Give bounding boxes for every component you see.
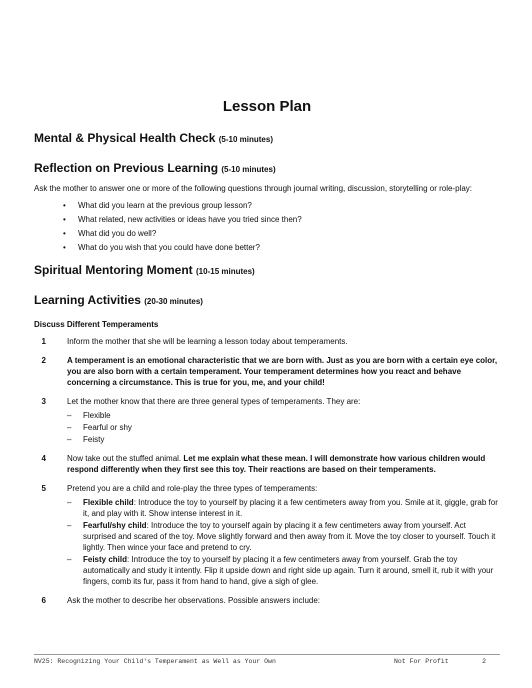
list-item-text: : Introduce the toy to yourself again by placing it a few centimeters away from yourself. Act surprised and scared of the toy. Move slightly forward and then away from it. Move the toy closer to yourself. Touch it lightly. Then wince your face and pretend to cry.: [83, 521, 496, 552]
list-item-text: Feisty: [83, 435, 105, 444]
step-number: 5: [41, 484, 46, 493]
step-bold-text: Let me explain what these mean. I will demonstrate how various children would respond differently when they first see this toy. Their reactions are based on their temperaments.: [67, 454, 486, 474]
step-number: 3: [41, 397, 46, 406]
list-item-label: Flexible child: [83, 498, 134, 507]
dash-icon: –: [67, 411, 72, 420]
heading-text: Mental & Physical Health Check: [34, 131, 216, 145]
page-title: Lesson Plan: [222, 98, 312, 115]
role-play-list: [67, 497, 500, 587]
step-3: [34, 396, 500, 445]
dash-icon: –: [67, 521, 72, 530]
heading-text: Reflection on Previous Learning: [34, 161, 219, 175]
reflection-questions: [34, 200, 500, 253]
heading-text: Learning Activities: [34, 293, 141, 307]
dash-icon: –: [67, 423, 72, 432]
heading-time: (5-10 minutes): [218, 135, 273, 144]
list-item-text: : Introduce the toy to yourself by placing it a few centimeters away from yourself. Grab the toy automatically and study it intently. Flip it upside down and right side up again. Turn it around, smell it, rub it with your fingers, comb its fur, pass it from hand to hand, give a sigh of glee.: [83, 555, 494, 586]
step-text: Now take out the stuffed animal.: [67, 454, 184, 463]
step-1: [34, 336, 500, 347]
list-item-label: Feisty child: [83, 555, 128, 564]
list-item-text: What related, new activities or ideas have you tried since then?: [78, 215, 302, 224]
heading-time: (20-30 minutes): [144, 297, 203, 306]
footer-notice: Not For Profit: [394, 658, 449, 665]
heading-learning: [34, 293, 500, 309]
step-number: 4: [41, 454, 46, 463]
list-item: [34, 214, 500, 225]
step-number: 2: [41, 356, 46, 365]
list-item-text: Fearful or shy: [83, 423, 132, 432]
page-content: [34, 98, 500, 614]
bullet-icon: •: [63, 215, 66, 224]
temperament-types: [67, 410, 500, 445]
list-item: [67, 497, 500, 519]
step-number: 1: [41, 337, 46, 346]
list-item-label: Fearful/shy child: [83, 521, 147, 530]
activity-steps: [34, 336, 500, 606]
bullet-icon: •: [63, 201, 66, 210]
list-item: [67, 520, 500, 553]
step-bold-text: A temperament is an emotional characteristic that we are born with. Just as you are born with a certain eye color, you are also born with a certain temperament. Your temperament determines how you react and behave concerning a circumstance. This is true for you, me, and your child!: [67, 356, 498, 387]
list-item-text: What did you learn at the previous group lesson?: [78, 201, 252, 210]
list-item-text: Flexible: [83, 411, 111, 420]
list-item: [34, 228, 500, 239]
dash-icon: –: [67, 435, 72, 444]
heading-time: (10-15 minutes): [196, 267, 255, 276]
list-item-text: What do you wish that you could have done better?: [78, 243, 260, 252]
dash-icon: –: [67, 498, 72, 507]
bullet-icon: •: [63, 229, 66, 238]
list-item-text: What did you do well?: [78, 229, 157, 238]
list-item: [67, 410, 500, 421]
list-item-text: : Introduce the toy to yourself by placing it a few centimeters away from you. Smile at it, giggle, grab for it, and play with it. Show intense interest in it.: [83, 498, 498, 518]
bullet-icon: •: [63, 243, 66, 252]
reflection-intro: Ask the mother to answer one or more of the following questions through journal writing, discussion, storytelling or role-play:: [34, 184, 472, 193]
page-number: 2: [482, 658, 486, 665]
step-2: [34, 355, 500, 388]
step-text: Let the mother know that there are three general types of temperaments. They are:: [67, 397, 361, 406]
heading-mental-health: [34, 131, 500, 147]
step-number: 6: [41, 596, 46, 605]
step-4: [34, 453, 500, 475]
list-item: [34, 242, 500, 253]
step-5: [34, 483, 500, 587]
step-6: [34, 595, 500, 606]
list-item: [67, 422, 500, 433]
list-item: [67, 434, 500, 445]
dash-icon: –: [67, 555, 72, 564]
heading-text: Spiritual Mentoring Moment: [34, 263, 193, 277]
heading-spiritual: [34, 263, 500, 279]
step-text: Inform the mother that she will be learning a lesson today about temperaments.: [67, 337, 348, 346]
list-item: [67, 554, 500, 587]
heading-reflection: [34, 161, 500, 177]
step-text: Ask the mother to describe her observations. Possible answers include:: [67, 596, 321, 605]
footer-title: NV25: Recognizing Your Child's Temperament as Well as Your Own: [34, 658, 276, 665]
step-text: Pretend you are a child and role-play the three types of temperaments:: [67, 484, 318, 493]
page-footer: [34, 654, 500, 665]
subheading-temperaments: Discuss Different Temperaments: [34, 320, 159, 329]
heading-time: (5-10 minutes): [221, 165, 276, 174]
list-item: [34, 200, 500, 211]
